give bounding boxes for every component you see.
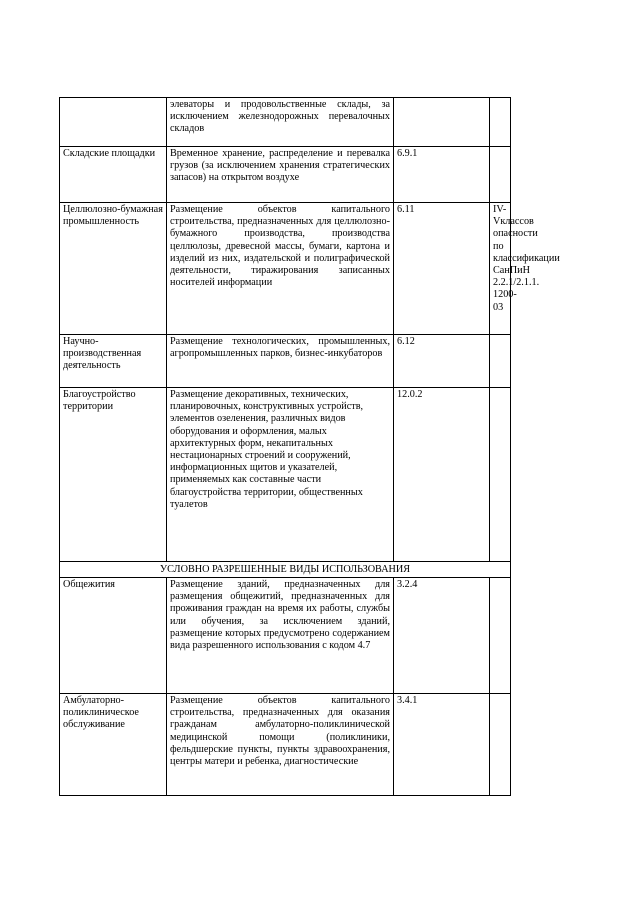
table-row bbox=[60, 147, 511, 203]
section-heading: УСЛОВНО РАЗРЕШЕННЫЕ ВИДЫ ИСПОЛЬЗОВАНИЯ bbox=[60, 562, 511, 578]
table-row bbox=[60, 388, 511, 562]
table-row bbox=[60, 694, 511, 796]
use-note-cell: IV-Vклассов опасности по классификации СанПиН 2.2.1/2.1.1. 1200-03 bbox=[490, 203, 511, 335]
use-code-cell: 12.0.2 bbox=[394, 388, 490, 562]
section-heading-row bbox=[60, 562, 511, 578]
use-name-cell: Амбулаторно-поликлиническое обслуживание bbox=[60, 694, 167, 796]
use-description-cell: Размещение технологических, промышленных, агропромышленных парков, бизнес-инкубаторов bbox=[167, 335, 394, 388]
use-name-cell: Общежития bbox=[60, 578, 167, 694]
use-name-cell: Научно-производственная деятельность bbox=[60, 335, 167, 388]
use-note-cell bbox=[490, 98, 511, 147]
use-code-cell: 6.12 bbox=[394, 335, 490, 388]
use-note-cell bbox=[490, 578, 511, 694]
use-description-cell: Размещение зданий, предназначенных для размещения общежитий, предназначенных для проживания граждан на время их работы, службы или обучения, за исключением зданий, размещение которых предусмотрено содержанием вида разрешенного использования с кодом 4.7 bbox=[167, 578, 394, 694]
land-use-table bbox=[59, 97, 560, 796]
use-description-cell: Размещение объектов капитального строительства, предназначенных для целлюлозно-бумажного производства, производства целлюлозы, древесной массы, бумаги, картона и изделий из них, издательской и полиграфической деятельности, тиражирования записанных носителей информации bbox=[167, 203, 394, 335]
table-row bbox=[60, 335, 511, 388]
use-code-cell: 6.9.1 bbox=[394, 147, 490, 203]
use-code-cell: 6.11 bbox=[394, 203, 490, 335]
use-name-cell: Складские площадки bbox=[60, 147, 167, 203]
use-note-cell bbox=[490, 388, 511, 562]
use-description-cell: Размещение объектов капитального строительства, предназначенных для оказания гражданам амбулаторно-поликлинической медицинской помощи (поликлиники, фельдшерские пункты, пункты здравоохранения, центры матери и ребенка, диагностические bbox=[167, 694, 394, 796]
use-description-cell: элеваторы и продовольственные склады, за исключением железнодорожных перевалочных складов bbox=[167, 98, 394, 147]
use-name-cell: Целлюлозно-бумажная промышленность bbox=[60, 203, 167, 335]
table-row bbox=[60, 98, 511, 147]
use-note-cell bbox=[490, 694, 511, 796]
use-note-cell bbox=[490, 147, 511, 203]
use-code-cell: 3.2.4 bbox=[394, 578, 490, 694]
use-description-cell: Временное хранение, распределение и перевалка грузов (за исключением хранения стратегических запасов) на открытом воздухе bbox=[167, 147, 394, 203]
use-code-cell bbox=[394, 98, 490, 147]
table-row bbox=[60, 578, 511, 694]
use-description-cell: Размещение декоративных, технических, планировочных, конструктивных устройств, элементов озеленения, различных видов оборудования и оформления, малых архитектурных форм, некапитальных нестационарных строений и сооружений, информационных щитов и указателей, применяемых как составные части благоустройства территории, общественных туалетов bbox=[167, 388, 394, 562]
use-note-cell bbox=[490, 335, 511, 388]
table-row bbox=[60, 203, 511, 335]
use-name-cell: Благоустройство территории bbox=[60, 388, 167, 562]
use-code-cell: 3.4.1 bbox=[394, 694, 490, 796]
use-name-cell bbox=[60, 98, 167, 147]
